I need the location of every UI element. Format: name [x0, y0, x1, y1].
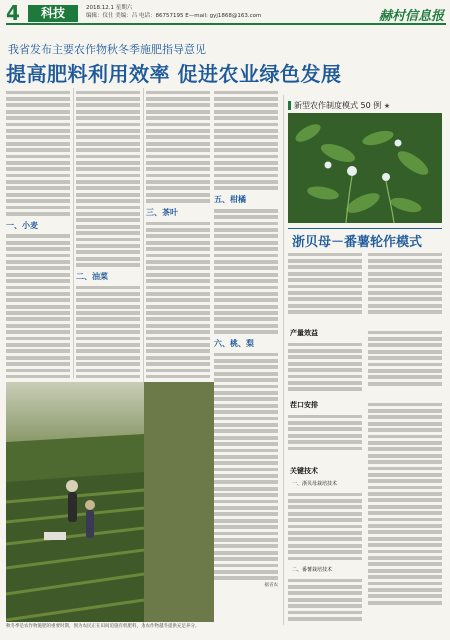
- body-text-block: [146, 91, 210, 203]
- page-number: 4: [6, 1, 20, 25]
- body-text-block: [6, 91, 70, 216]
- section-heading-tea: 三、茶叶: [146, 208, 178, 218]
- subhead-key-tech: 关键技术: [290, 467, 318, 475]
- star-icon: ★: [383, 102, 391, 110]
- field-photo: [6, 382, 214, 622]
- article-column-2: [76, 88, 140, 378]
- sidebar-right-text-1: [368, 328, 442, 398]
- sidebar-schedule-text: [288, 412, 362, 462]
- series-tag-label: 新型农作制度模式 50 例: [294, 101, 382, 110]
- series-tag: [288, 100, 390, 111]
- body-text-block: [214, 353, 278, 580]
- masthead: [6, 3, 446, 25]
- key-tech-item-2: 二、番薯栽培技术: [292, 567, 333, 573]
- subhead-yield: 产量效益: [290, 329, 318, 337]
- sidebar-tech-text-1: [288, 490, 362, 562]
- article-column-4: [214, 88, 278, 628]
- body-text-block: [214, 209, 278, 334]
- sidebar-intro-right: [368, 250, 442, 320]
- section-heading-peach-pear: 六、桃、梨: [214, 339, 254, 349]
- plant-image: [288, 113, 442, 223]
- body-text-block: [6, 234, 70, 378]
- editor-contact: 编辑：仪仕 美编：吕 电话：86757195 E—mail: gyj1868@163.com: [86, 13, 262, 19]
- subhead-schedule: 茬口安排: [290, 401, 318, 409]
- section-heading-rapeseed: 二、油菜: [76, 271, 108, 281]
- body-text-block: [214, 91, 278, 191]
- issue-date: 2018.12.1 星期六: [86, 5, 133, 11]
- sidebar-title: 浙贝母－番薯轮作模式: [292, 235, 423, 250]
- article-headline: 提高肥料利用效率 促进农业绿色发展: [6, 62, 342, 86]
- issue-meta: [86, 4, 261, 20]
- photo-caption: 秋冬季是农作物施肥的重要时期，图为农民正在田间追施有机肥料，为农作物越冬提供充足养分。: [6, 624, 200, 629]
- sidebar-intro-left: [288, 250, 362, 320]
- paper-name: 赫村信息报: [378, 9, 444, 24]
- body-text-block: [146, 222, 210, 378]
- section-heading-wheat: 一、小麦: [6, 220, 38, 230]
- key-tech-item-1: 一、浙贝母栽培技术: [292, 481, 338, 487]
- sidebar-yield-text: [288, 340, 362, 396]
- body-text-block: [76, 286, 140, 378]
- crop-photo: [288, 113, 442, 223]
- article-column-3: [146, 88, 210, 378]
- sidebar-tech-text-2: [288, 576, 362, 624]
- article-column-1: [6, 88, 70, 378]
- title-rule: [288, 228, 442, 229]
- farm-field-image: [6, 382, 144, 622]
- sidebar-right-text-2: [368, 400, 442, 615]
- section-label: 科技: [28, 5, 78, 22]
- tag-bar: [288, 101, 291, 110]
- article-author: 据省农: [264, 583, 278, 589]
- body-text-block: [76, 91, 140, 267]
- article-kicker: 我省发布主要农作物秋冬季施肥指导意见: [8, 43, 206, 56]
- section-heading-citrus: 五、柑橘: [214, 195, 246, 205]
